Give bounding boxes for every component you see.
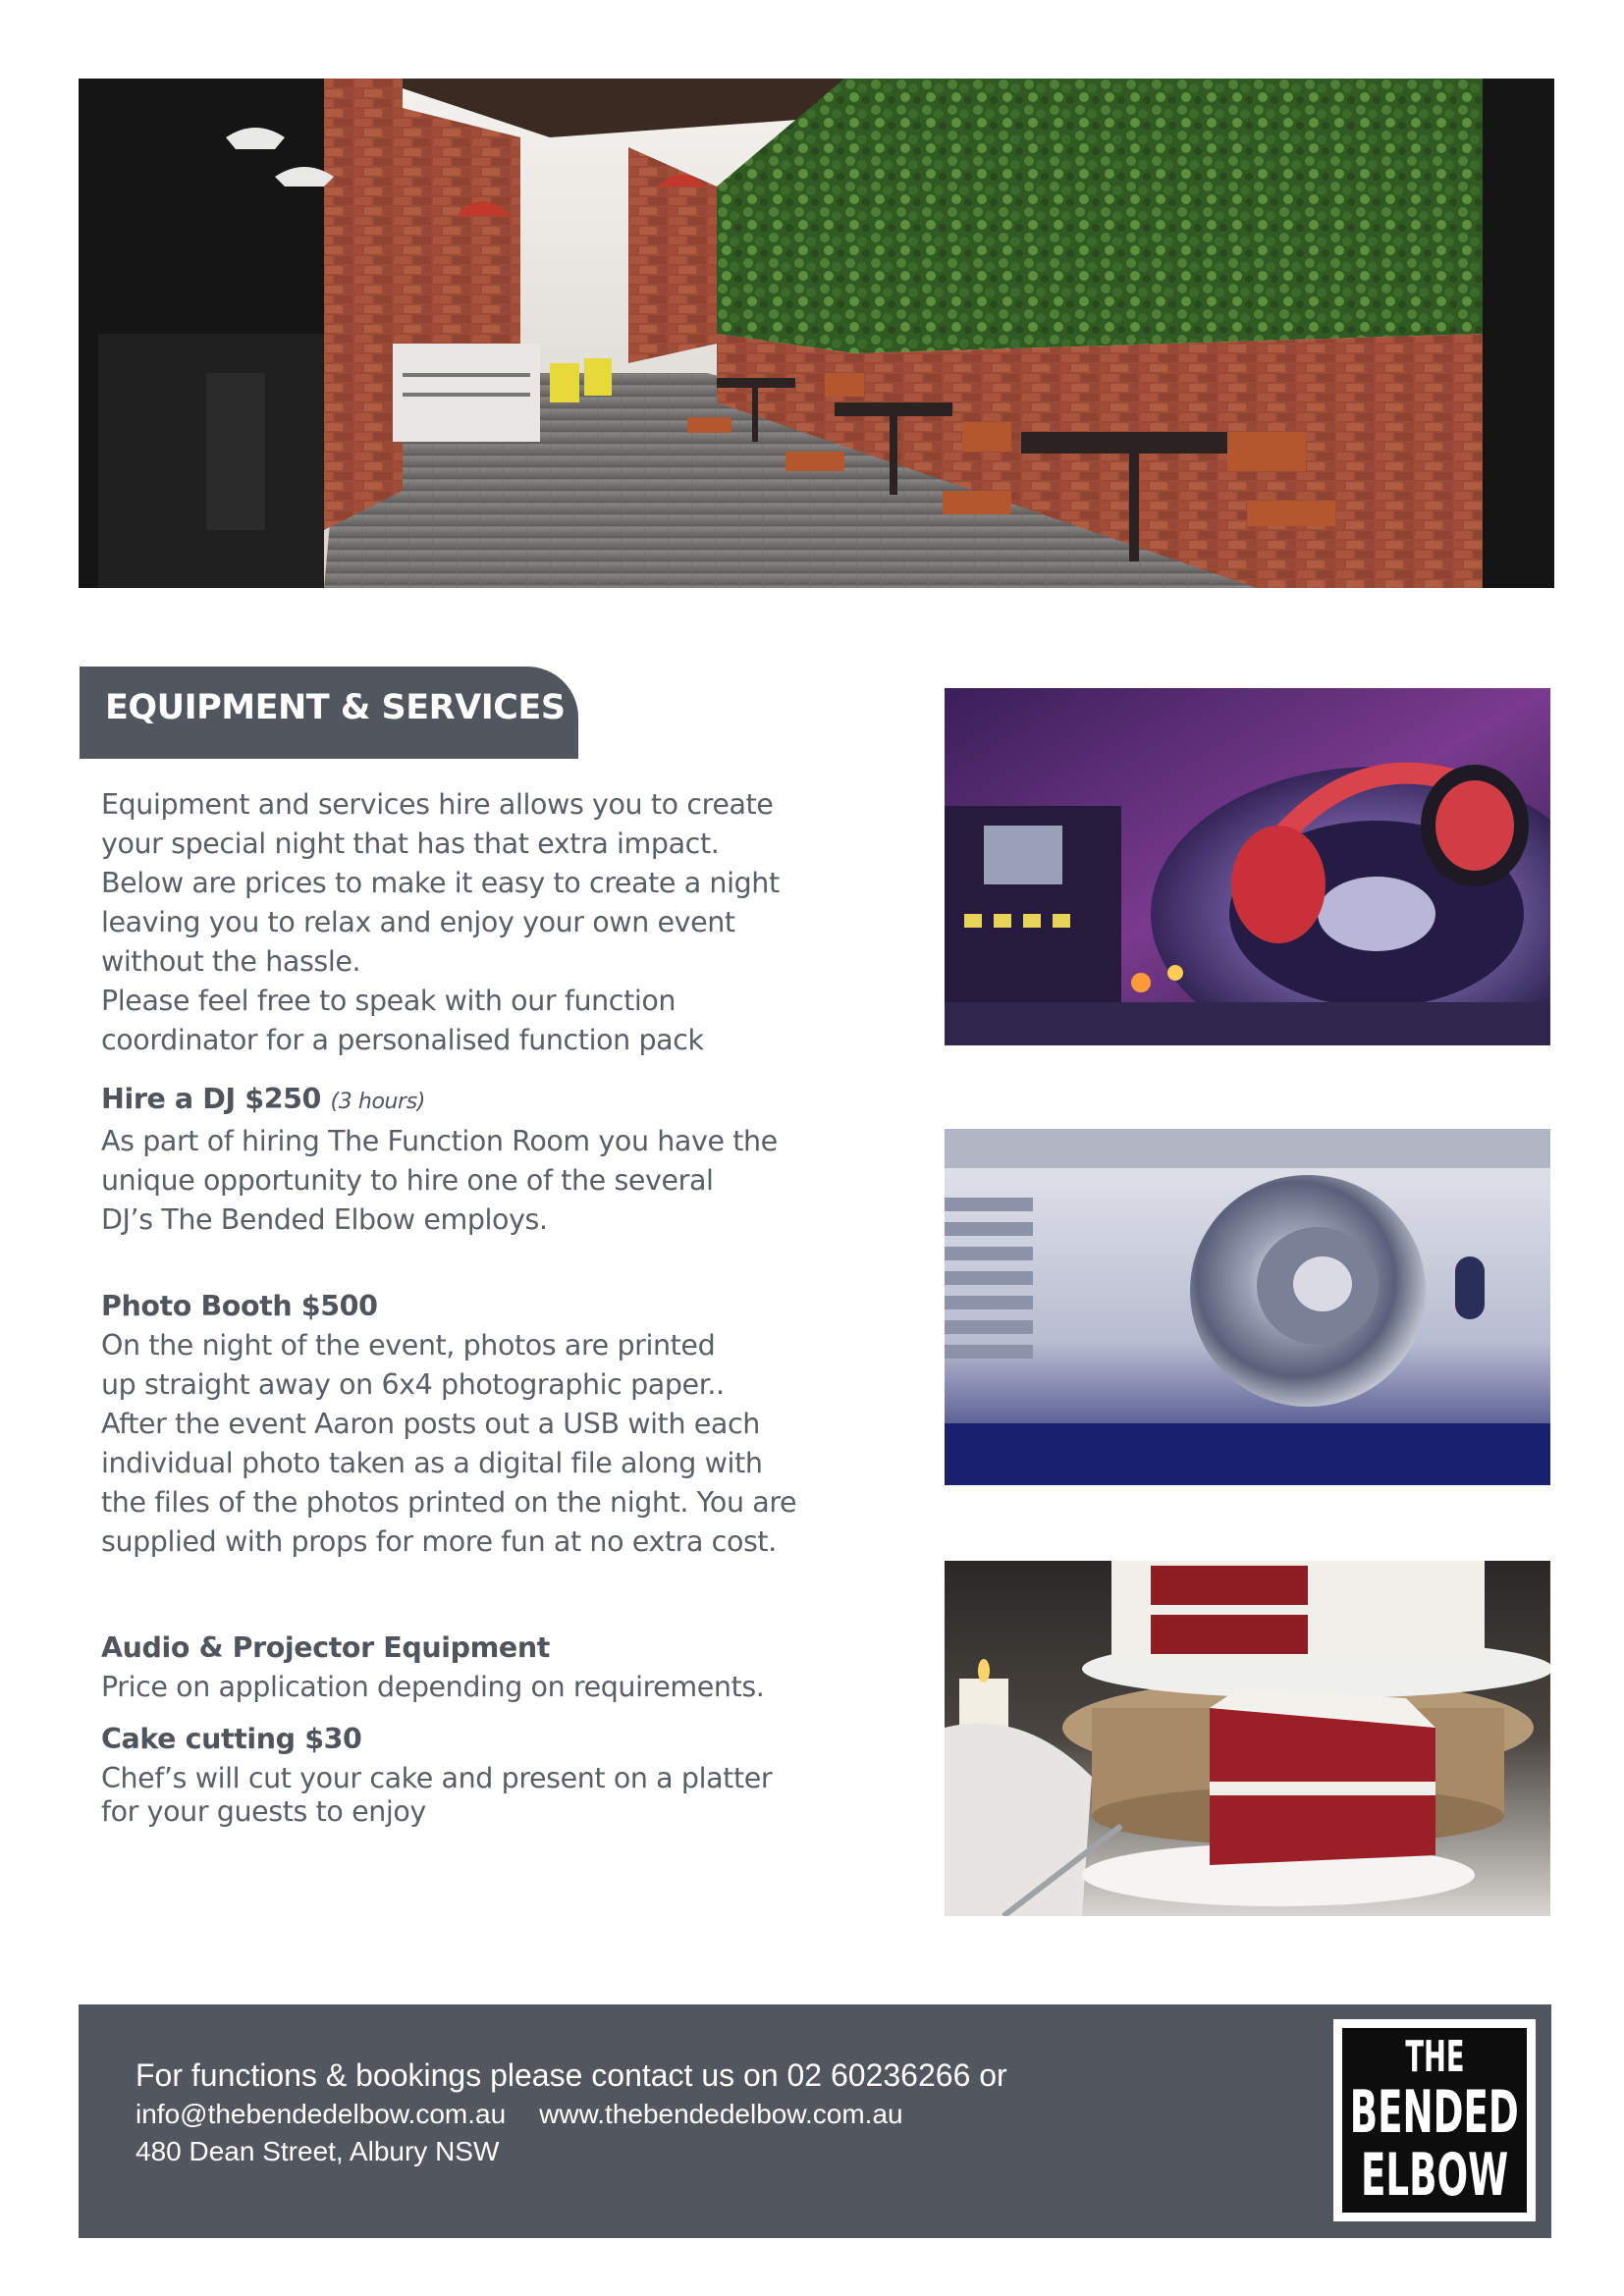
red-velvet-cake-photo — [945, 1561, 1550, 1916]
footer-website[interactable]: www.thebendedelbow.com.au — [539, 2099, 903, 2129]
bended-elbow-logo — [1333, 2019, 1536, 2221]
footer-links — [135, 2099, 903, 2130]
footer-email[interactable]: info@thebendedelbow.com.au — [135, 2099, 507, 2129]
section-title: EQUIPMENT & SERVICES — [105, 688, 566, 727]
service-title: Cake cutting $30 — [101, 1723, 362, 1755]
service-line: As part of hiring The Function Room you have the — [101, 1125, 778, 1157]
service-title: Audio & Projector Equipment — [101, 1631, 550, 1664]
intro-line: coordinator for a personalised function pack — [101, 1024, 704, 1056]
intro-line: your special night that has that extra impact. — [101, 828, 720, 860]
service-line: On the night of the event, photos are printed — [101, 1329, 716, 1362]
service-line: for your guests to enjoy — [101, 1795, 426, 1828]
service-line: the files of the photos printed on the night. You are — [101, 1486, 797, 1519]
service-line: Chef’s will cut your cake and present on a platter — [101, 1762, 773, 1794]
service-line: After the event Aaron posts out a USB with each — [101, 1408, 760, 1440]
service-photo-booth — [101, 1287, 808, 1562]
intro-line: Please feel free to speak with our function — [101, 985, 677, 1017]
service-line: unique opportunity to hire one of the several — [101, 1164, 714, 1197]
service-line: supplied with props for more fun at no extra cost. — [101, 1525, 777, 1558]
service-dj — [101, 1080, 808, 1240]
projector-photo — [945, 1129, 1550, 1485]
section-tab — [80, 667, 578, 759]
logo-mark — [1342, 2028, 1527, 2213]
service-line: DJ’s The Bended Elbow employs. — [101, 1203, 548, 1236]
intro-line: Below are prices to make it easy to create a night — [101, 867, 780, 899]
service-title-row — [101, 1080, 808, 1122]
service-cake-cutting — [101, 1720, 808, 1832]
service-audio-projector — [101, 1629, 808, 1707]
intro-line: leaving you to relax and enjoy your own event — [101, 906, 735, 938]
logo-word: THE — [1404, 2032, 1465, 2082]
footer-contact-line: For functions & bookings please contact us on 02 60236266 or — [135, 2057, 1007, 2093]
service-line: Price on application depending on requirements. — [101, 1671, 765, 1703]
logo-word: ELBOW — [1360, 2141, 1509, 2210]
contact-footer — [79, 2004, 1551, 2238]
intro-line: without the hassle. — [101, 945, 361, 978]
intro-paragraph — [101, 785, 808, 1060]
service-note: (3 hours) — [330, 1090, 425, 1114]
service-line: individual photo taken as a digital file along with — [101, 1447, 763, 1479]
service-line: up straight away on 6x4 photographic paper.. — [101, 1368, 725, 1401]
venue-courtyard-photo — [79, 79, 1554, 588]
footer-address: 480 Dean Street, Albury NSW — [135, 2136, 500, 2166]
intro-line: Equipment and services hire allows you to create — [101, 788, 774, 821]
service-title: Photo Booth $500 — [101, 1290, 378, 1322]
dj-headphones-photo — [945, 688, 1550, 1045]
logo-word: BENDED — [1349, 2078, 1520, 2147]
service-title: Hire a DJ $250 — [101, 1083, 321, 1115]
